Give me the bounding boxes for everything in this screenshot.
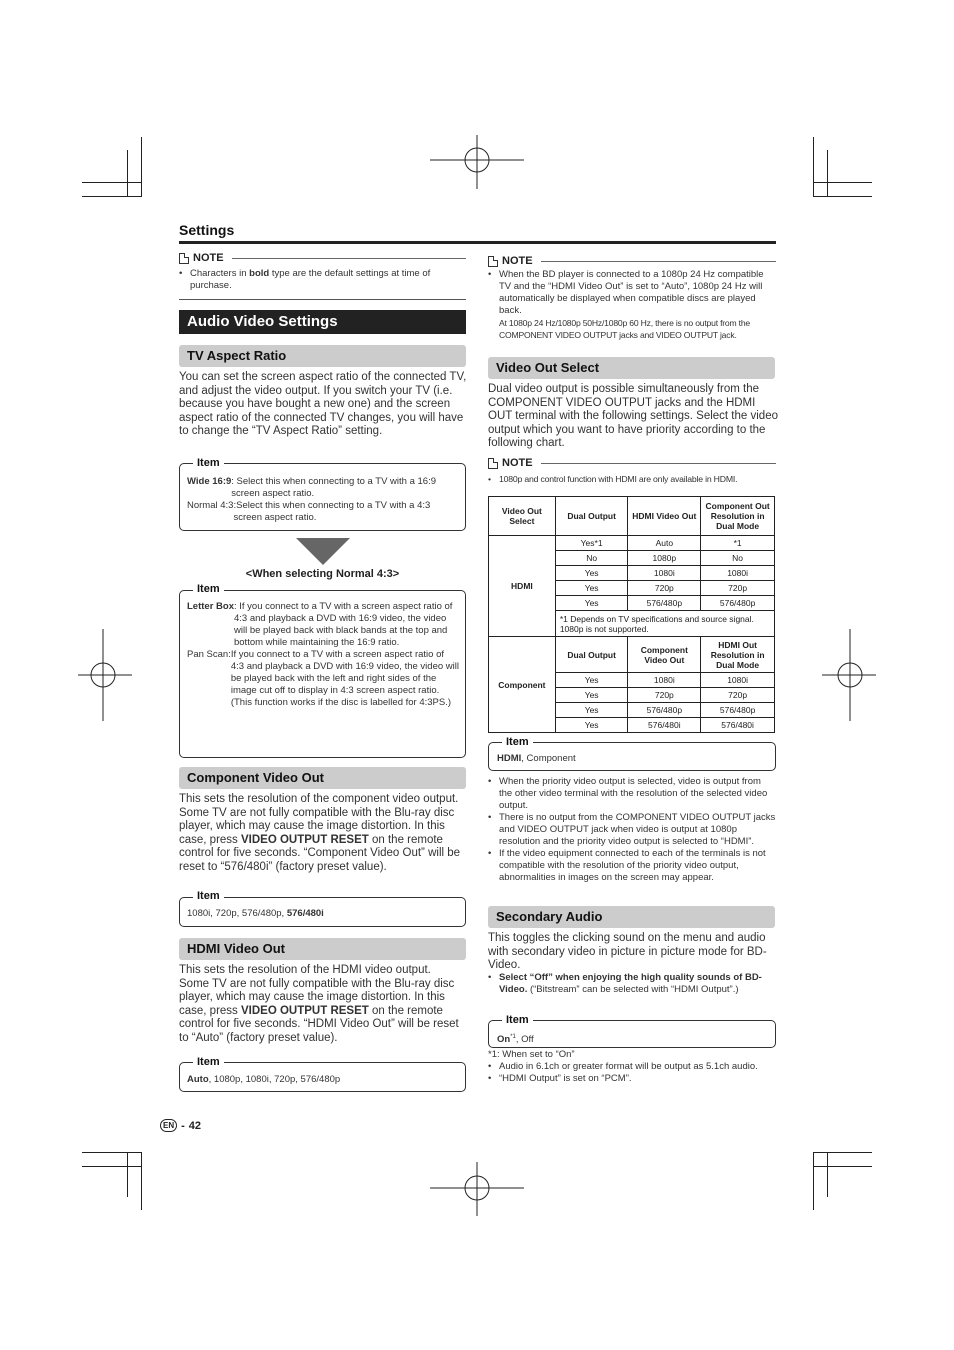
option-wide[interactable]: Wide 16:9 : Select this when connecting to a TV with a 16:9 screen aspect ratio. [187,476,436,499]
video-out-item-values[interactable]: HDMI, Component [497,753,576,764]
secondary-audio-bullet: • Select “Off” when enjoying the high quality sounds of BD-Video. (“Bitstream” can be selected with “HDMI Output”.) [488,972,779,996]
note-icon [179,253,189,264]
video-out-note: NOTE • 1080p and control function with HDMI are only available in HDMI. [488,457,776,485]
secondary-item-values[interactable]: On$^{*1}$, Off [497,1034,534,1046]
lang-badge: EN [160,1119,177,1132]
normal-options [187,601,459,709]
hdmi-item-values[interactable]: Auto, 1080p, 1080i, 720p, 576/480p [187,1074,341,1085]
list-item: • There is no output from the COMPONENT VIDEO OUTPUT jacks and VIDEO OUTPUT jack when video is output at 1080p resolution and the priority video output is selected to “HDMI”. [488,812,776,848]
registration-mark-right [822,629,876,721]
item-label: Item [193,890,224,902]
option-normal[interactable]: Normal 4:3 :Select this when connecting to a TV with a 4:3 screen aspect ratio. [187,500,431,523]
component-item-values[interactable]: 1080i, 720p, 576/480p, 576/480i [187,908,324,919]
item-label: Item [193,1056,224,1068]
item-label: Item [502,1014,533,1026]
list-item: • If the video equipment connected to each of the terminals is not compatible with the resolution of the priority video output, abnormalities in images on the screen may appear. [488,848,776,884]
item-label: Item [502,736,533,748]
header-rule [179,241,776,244]
list-item: • When the priority video output is selected, video is output from the other video terminal with the resolution of the selected video output. [488,776,776,812]
tv-aspect-para: You can set the screen aspect ratio of the connected TV, and adjust the video output. If you switch your TV (i.e. because you have bought a new one) and the screen aspect ratio of the connected TV changes, you will have to change the “TV Aspect Ratio” setting. [179,371,467,438]
page-title: Audio Video Settings [179,310,466,334]
secondary-audio-heading: Secondary Audio [488,906,775,928]
option-pan-scan[interactable]: Pan Scan: If you connect to a TV with a screen aspect ratio of 4:3 and playback a DVD with 16:9 video, the video will be played back with the left and right sides of the image cut off to display in 4:3 screen aspect ratio. (This function works if the disc is labelled for 4:3PS.) [187,649,459,708]
tv-aspect-heading: TV Aspect Ratio [179,345,466,367]
secondary-audio-para: This toggles the clicking sound on the menu and audio with secondary video in picture in picture mode for BD-Video. [488,932,767,972]
registration-mark-top [430,135,524,189]
component-heading: Component Video Out [179,767,466,789]
list-item: • Audio in 6.1ch or greater format will be output as 5.1ch audio. [488,1061,778,1073]
video-out-table: Video Out Select Dual Output HDMI Video Out Component Out Resolution in Dual Mode HDMI Yes*1 Auto *1 No 1080p No Yes 1080i 1080i Yes 720p 720p Yes 576/480p 576/480p *1 Depends on TV specifications and source signal. 1080p is not supported. Component Dual Output Component Video Out HDMI Out Resolution in Dual Mode Yes 1080i 1080i Yes 720p 720p Yes 576/480p 576/480p Yes 576/480i 576/480i [488,496,775,733]
left-note: NOTE • Characters in bold type are the default settings at time of purchase. [179,252,466,292]
video-out-para: Dual video output is possible simultaneously from the COMPONENT VIDEO OUTPUT jacks and the HDMI OUT terminal with the following settings. Select the video output which you want to have priority according to the following chart. [488,383,778,450]
registration-mark-left [78,629,132,721]
video-out-heading: Video Out Select [488,357,775,379]
page-number: EN - 42 [160,1119,201,1132]
item-label: Item [193,457,224,469]
hdmi-heading: HDMI Video Out [179,938,466,960]
component-para: This sets the resolution of the component video output. Some TV are not fully compatible with the Blu-ray disc player, which may cause the image distortion. In this case, press VIDEO OUTPUT RESET on the remote control for five seconds. “Component Video Out” will be reset to “576/480i” (factory preset value). [179,793,461,873]
note-icon [488,458,498,469]
hdmi-para: This sets the resolution of the HDMI video output. Some TV are not fully compatible with the Blu-ray disc player, which may cause the image distortion. In this case, press VIDEO OUTPUT RESET on the remote control for five seconds. “HDMI Video Out” will be reset to “Auto” (factory preset value). [179,964,459,1044]
right-note: NOTE • When the BD player is connected to a 1080p 24 Hz compatible TV and the “HDMI Video Out” is set to “Auto”, 1080p 24 Hz will automatically be displayed when compatible discs are played back. At 1080p 24 Hz/1080p 50Hz/1080p 60 Hz, there is no output from the COMPONENT VIDEO OUTPUT jacks and VIDEO OUTPUT jack. [488,255,776,341]
when-selecting-label: <When selecting Normal 4:3> [245,568,400,580]
list-item: • “HDMI Output” is set on “PCM”. [488,1073,778,1085]
registration-mark-bottom [430,1162,524,1216]
note-icon [488,256,498,267]
video-out-bullets [488,776,776,884]
item-label: Item [193,583,224,595]
secondary-footnote: *1: When set to “On” • Audio in 6.1ch or greater format will be output as 5.1ch audio. • “HDMI Output” is set on “PCM”. [488,1049,778,1085]
option-letter-box[interactable]: Letter Box : If you connect to a TV with a screen aspect ratio of 4:3 and playback a DVD with 16:9 video, the video will be played back with black bands at the top and bottom while maintaining the 16:9 ratio. [187,601,453,648]
note-rule-bottom [179,299,466,300]
section-header: Settings [179,222,235,238]
down-arrow-icon [296,538,350,565]
tv-aspect-options [187,476,459,524]
